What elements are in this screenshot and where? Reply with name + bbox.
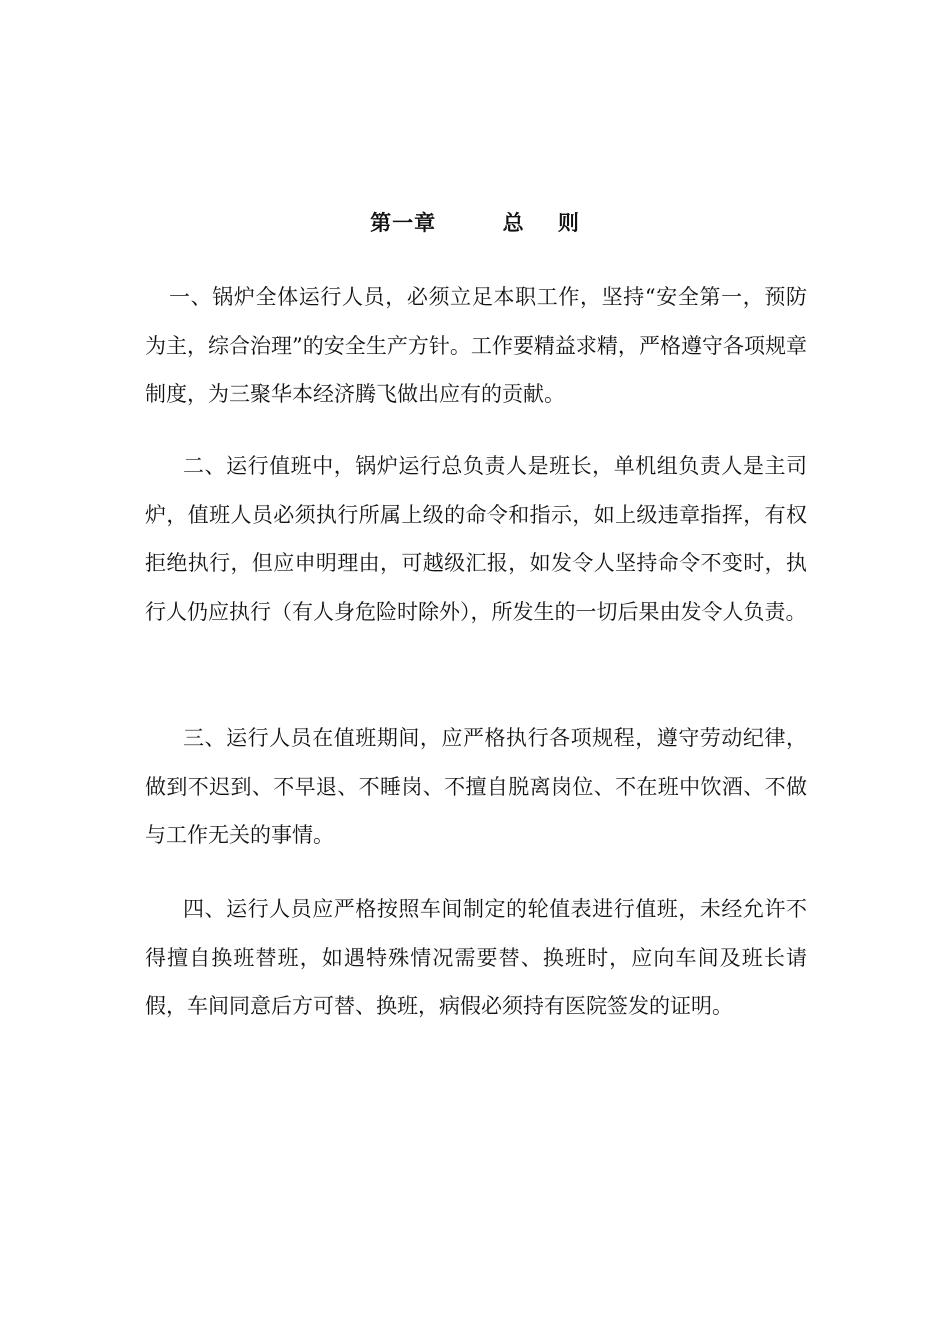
paragraph-1: 一、锅炉全体运行人员，必须立足本职工作，坚持“安全第一，预防为主，综合治理”的安全生产方针。工作要精益求精，严格遵守各项规章制度，为三聚华本经济腾飞做出应有的贡献。 bbox=[145, 285, 807, 406]
chapter-title: 第一章 总 则 bbox=[370, 210, 580, 235]
paragraph-2: 二、运行值班中，锅炉运行总负责人是班长，单机组负责人是主司炉，值班人员必须执行所属上级的命令和指示，如上级违章指挥，有权拒绝执行，但应申明理由，可越级汇报，如发令人坚持命令不变时，执行人仍应执行（有人身危险时除外），所发生的一切后果由发令人负责。 bbox=[145, 454, 807, 624]
paragraph-3: 三、运行人员在值班期间，应严格执行各项规程，遵守劳动纪律，做到不迟到、不早退、不睡岗、不擅自脱离岗位、不在班中饮酒、不做与工作无关的事情。 bbox=[145, 726, 807, 847]
paragraph-4: 四、运行人员应严格按照车间制定的轮值表进行值班，未经允许不得擅自换班替班，如遇特殊情况需要替、换班时，应向车间及班长请假，车间同意后方可替、换班，病假必须持有医院签发的证明。 bbox=[145, 897, 807, 1018]
